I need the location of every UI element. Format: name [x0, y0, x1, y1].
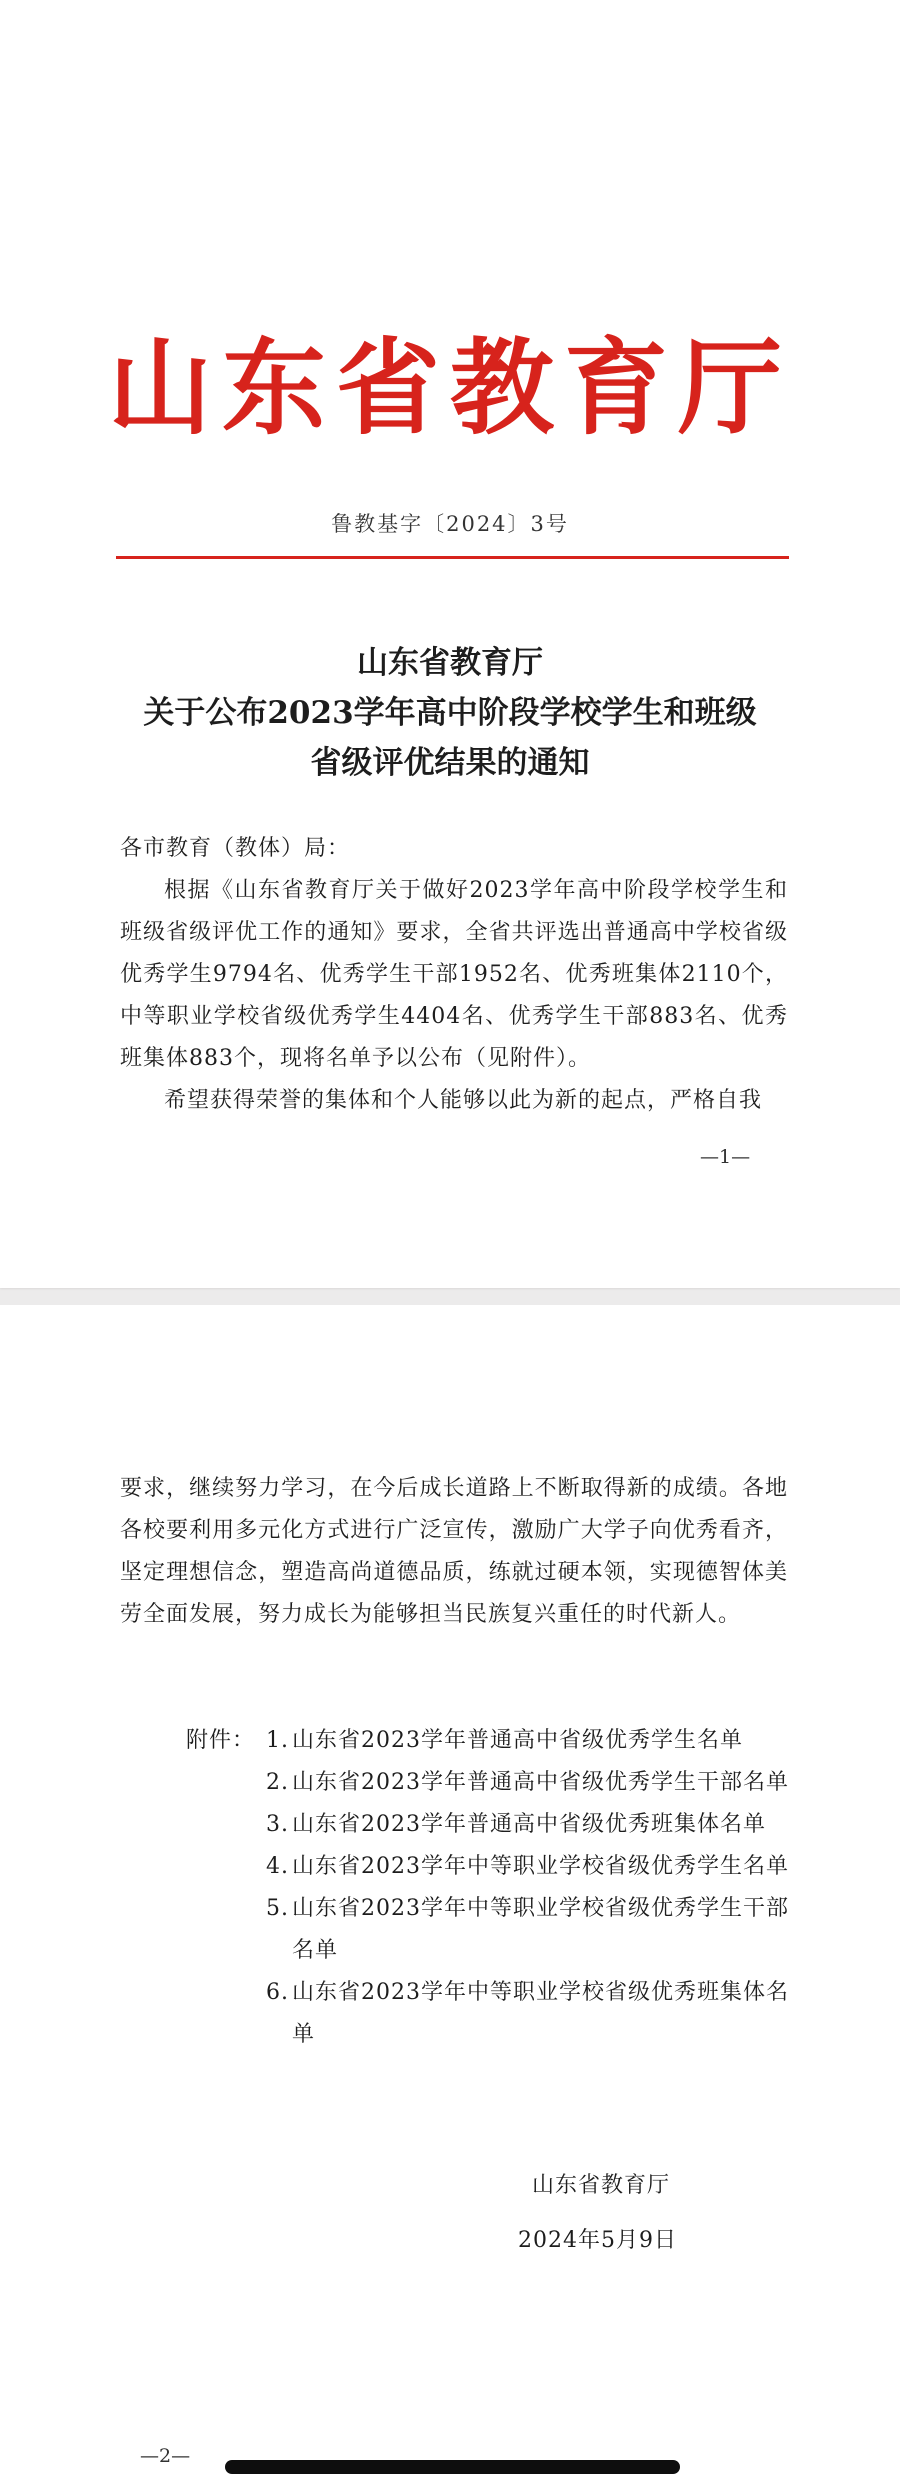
attachment-title: 山东省2023学年普通高中省级优秀班集体名单 [292, 1812, 766, 1837]
attachment-number: 3. [266, 1812, 289, 1837]
issuer-header: 山东省教育厅 [107, 327, 792, 449]
attachment-item [266, 1720, 806, 1762]
signature-date: 2024年5月9日 [518, 2228, 677, 2253]
notice-title-line-3: 省级评优结果的通知 [310, 745, 590, 781]
attachment-number: 6. [266, 1980, 289, 2005]
attachment-item [266, 1888, 806, 1972]
attachment-number: 2. [266, 1770, 289, 1795]
attachment-number: 4. [266, 1854, 289, 1879]
attachment-item [266, 1972, 806, 2056]
attachment-title: 山东省2023学年普通高中省级优秀学生名单 [292, 1728, 743, 1753]
attachment-item [266, 1846, 806, 1888]
attachment-title: 山东省2023学年中等职业学校省级优秀学生名单 [292, 1854, 789, 1879]
page-number: —1— [700, 1146, 751, 1168]
salutation: 各市教育（教体）局： [120, 836, 351, 861]
attachments-label: 附件： [186, 1728, 256, 1753]
body-paragraph-3: 要求，继续努力学习，在今后成长道路上不断取得新的成绩。各地各校要利用多元化方式进行广泛宣传，激励广大学子向优秀看齐，坚定理想信念，塑造高尚道德品质，练就过硬本领，实现德智体美劳全面发展，努力成长为能够担当民族复兴重任的时代新人。 [120, 1476, 788, 1627]
attachment-title: 山东省2023学年普通高中省级优秀学生干部名单 [292, 1770, 789, 1795]
header-divider [116, 556, 789, 559]
attachment-number: 1. [266, 1728, 289, 1753]
body-paragraph-2: 希望获得荣誉的集体和个人能够以此为新的起点，严格自我 [164, 1088, 763, 1113]
page-number: —2— [140, 2445, 191, 2467]
body-paragraph-1: 根据《山东省教育厅关于做好2023学年高中阶段学校学生和班级省级评优工作的通知》要求，全省共评选出普通高中学校省级优秀学生9794名、优秀学生干部1952名、优秀班集体2110个，中等职业学校省级优秀学生4404名、优秀学生干部883名、优秀班集体883个，现将名单予以公布（见附件）。 [120, 878, 788, 1071]
attachment-number: 5. [266, 1896, 289, 1921]
document-number: 鲁教基字〔2024〕3号 [331, 512, 569, 536]
attachment-item [266, 1762, 806, 1804]
notice-title-line-1: 山东省教育厅 [357, 645, 543, 681]
notice-title-line-2: 关于公布2023学年高中阶段学校学生和班级 [143, 695, 757, 731]
attachment-title: 山东省2023学年中等职业学校省级优秀学生干部名单 [292, 1896, 789, 1963]
home-indicator-bar[interactable] [225, 2460, 680, 2474]
signature-organization: 山东省教育厅 [532, 2173, 671, 2198]
attachment-item [266, 1804, 806, 1846]
attachments-list [266, 1720, 806, 2056]
attachment-title: 山东省2023学年中等职业学校省级优秀班集体名单 [292, 1980, 789, 2047]
notice-title [0, 638, 900, 788]
